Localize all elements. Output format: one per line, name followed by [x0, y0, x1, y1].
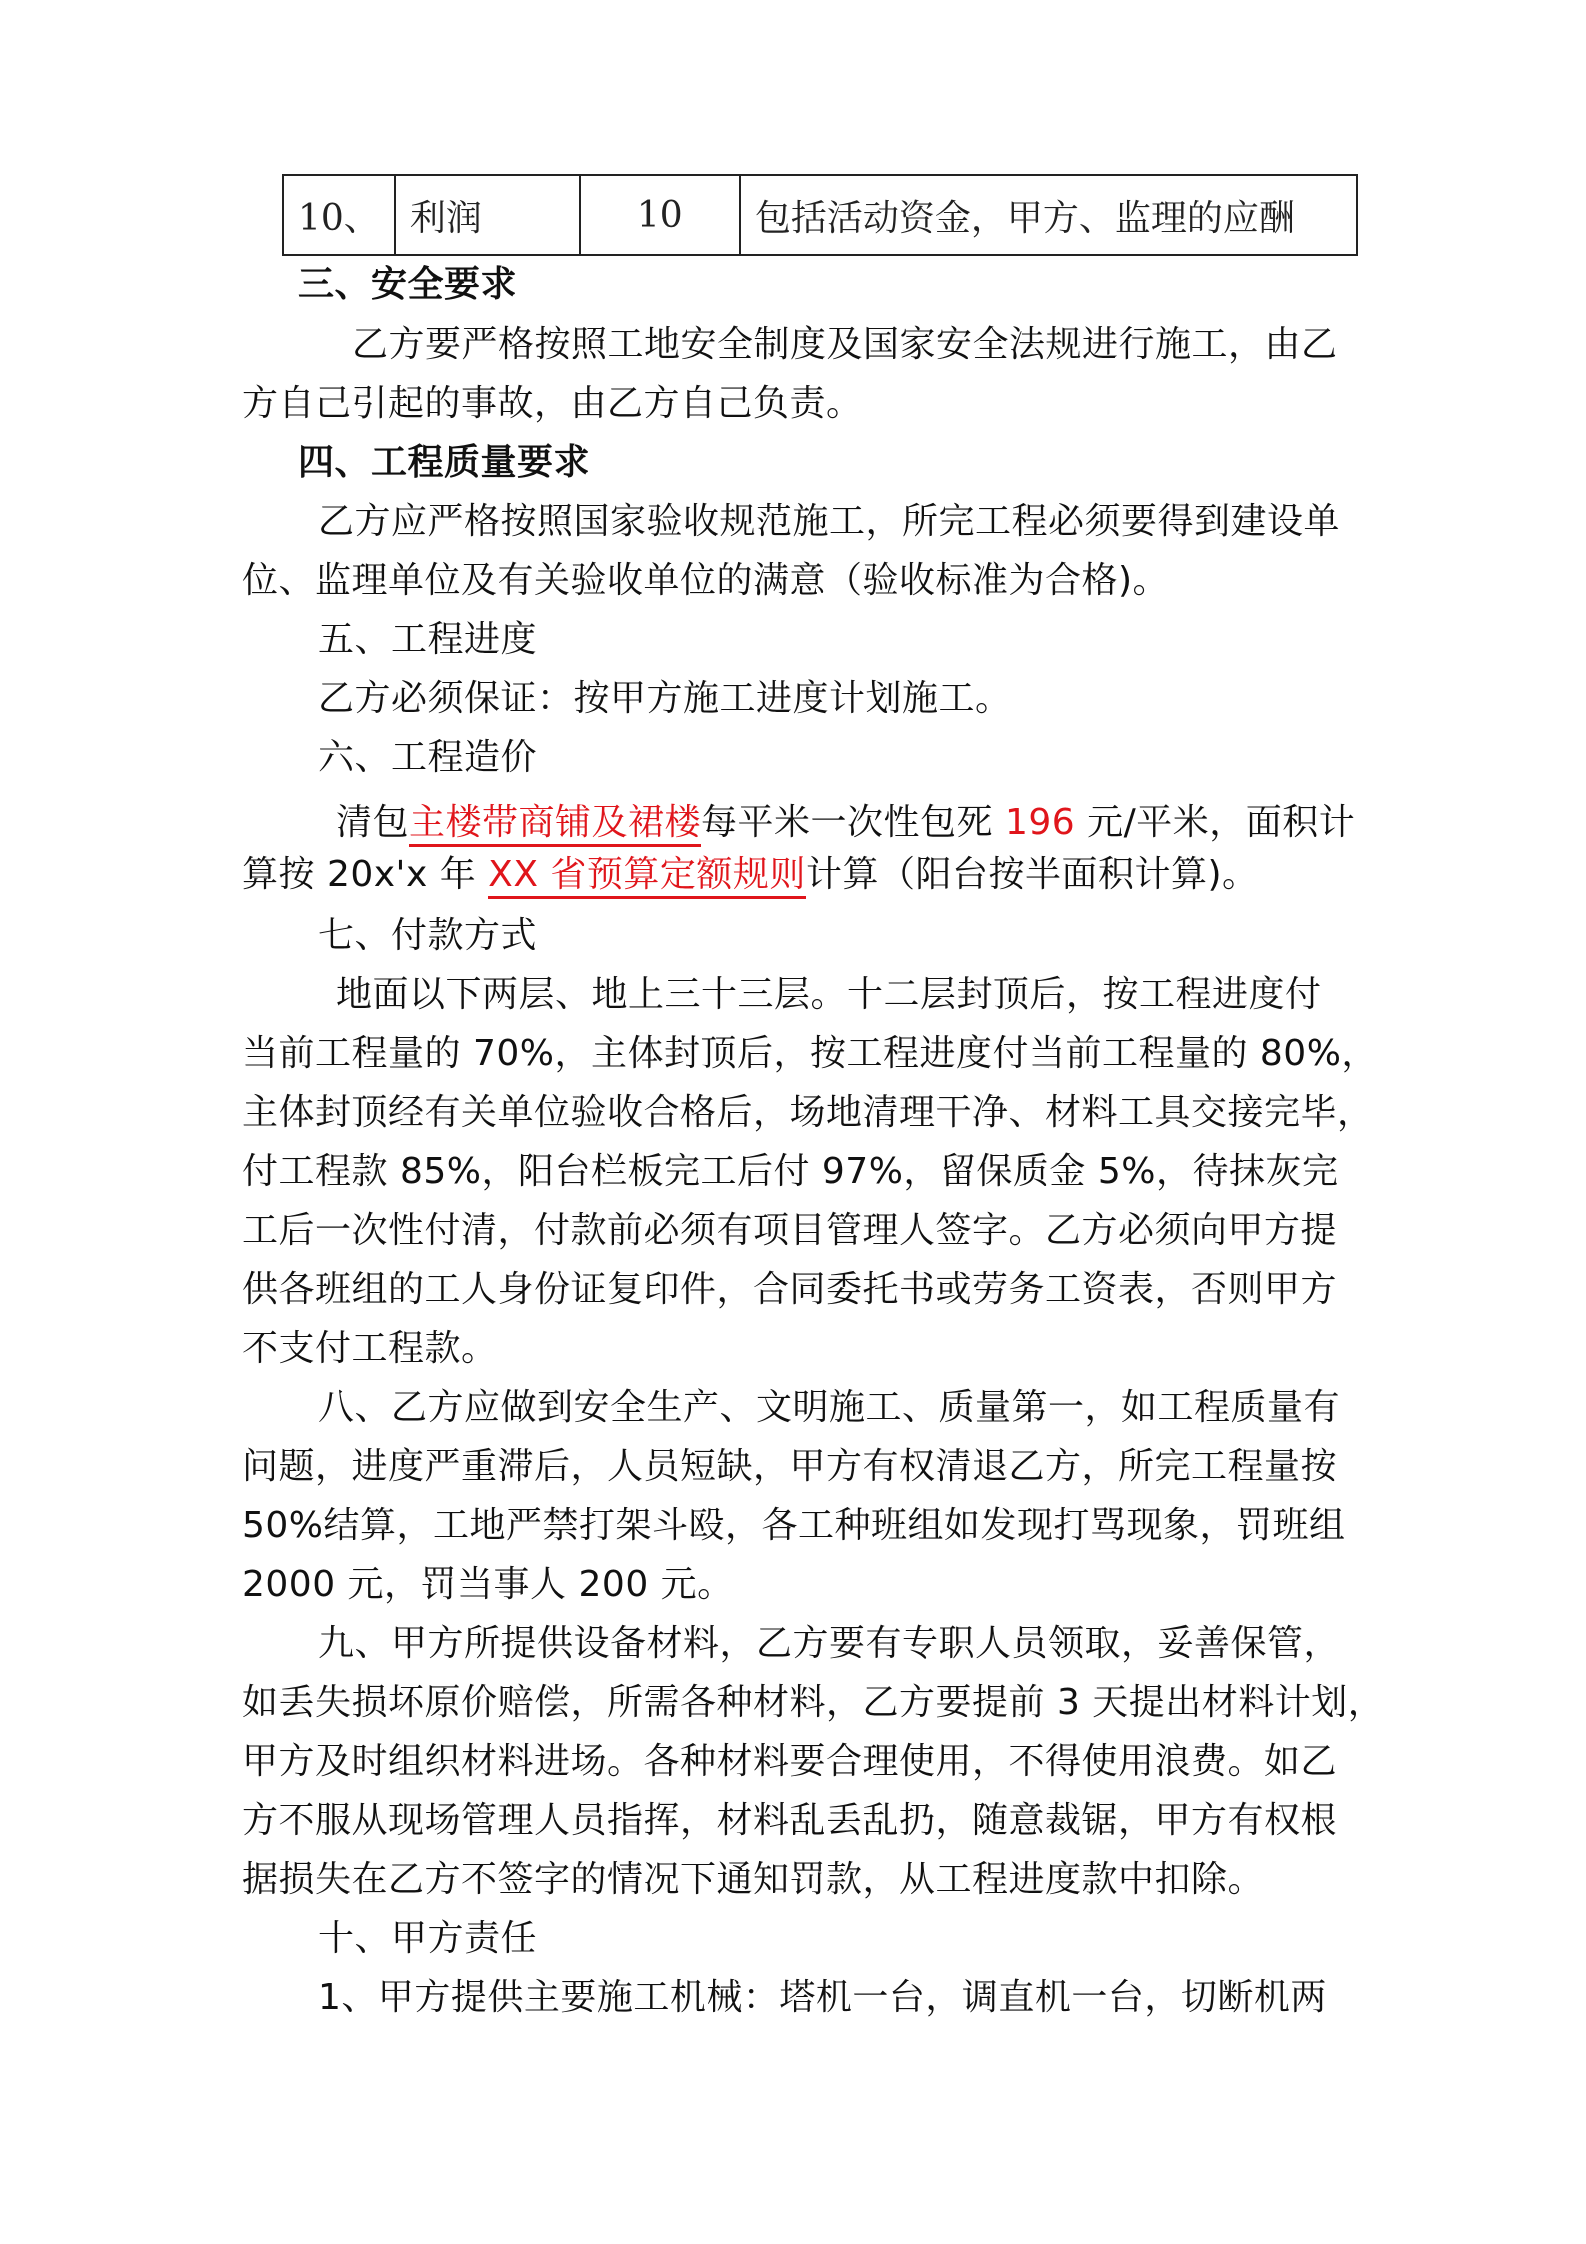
section-8-line: 2000 元，罚当事人 200 元。 [242, 1564, 734, 1605]
table-row [283, 175, 1357, 255]
section-4-heading: 四、工程质量要求 [298, 442, 591, 483]
section-3-line-1: 乙方要严格按照工地安全制度及国家安全法规进行施工，由乙 [352, 324, 1338, 365]
section-4-line-2: 位、监理单位及有关验收单位的满意（验收标准为合格)。 [242, 560, 1170, 601]
row-item: 利润 [395, 175, 580, 255]
section-8-line: 问题，进度严重滞后，人员短缺，甲方有权清退乙方，所完工程量按 [242, 1446, 1338, 1487]
unit-price-highlight: 196 [1004, 802, 1076, 843]
section-7-heading: 七、付款方式 [318, 915, 538, 956]
section-7-line: 地面以下两层、地上三十三层。十二层封顶后，按工程进度付 [336, 974, 1322, 1015]
price-text-1: 清包 [336, 802, 410, 843]
section-9-line: 甲方及时组织材料进场。各种材料要合理使用，不得使用浪费。如乙 [242, 1741, 1338, 1782]
building-scope-highlight: 主楼带商铺及裙楼 [409, 802, 701, 847]
section-5-line-1: 乙方必须保证：按甲方施工进度计划施工。 [318, 678, 1012, 719]
section-6-line-1 [336, 800, 1448, 846]
section-5-heading: 五、工程进度 [318, 619, 538, 660]
section-9-line: 如丢失损坏原价赔偿，所需各种材料，乙方要提前 3 天提出材料计划， [242, 1682, 1385, 1723]
row-number: 10、 [283, 175, 395, 255]
row-note: 包括活动资金，甲方、监理的应酬 [740, 175, 1357, 255]
section-7-line: 主体封顶经有关单位验收合格后，场地清理干净、材料工具交接完毕， [242, 1092, 1374, 1133]
section-9-line: 方不服从现场管理人员指挥，材料乱丢乱扔，随意裁锯，甲方有权根 [242, 1800, 1338, 1841]
section-9-line: 据损失在乙方不签字的情况下通知罚款，从工程进度款中扣除。 [242, 1859, 1265, 1900]
section-7-line: 付工程款 85%，阳台栏板完工后付 97%，留保质金 5%，待抹灰完 [242, 1151, 1339, 1192]
price-text-3: 元/平米，面积计 [1075, 802, 1356, 843]
section-7-line: 当前工程量的 70%，主体封顶后，按工程进度付当前工程量的 80%， [242, 1033, 1378, 1074]
area-text-1: 算按 20x'x 年 [242, 854, 489, 895]
cost-table [282, 174, 1358, 256]
section-8-line: 50%结算，工地严禁打架斗殴，各工种班组如发现打骂现象，罚班组 [242, 1505, 1346, 1546]
section-9-line: 九、甲方所提供设备材料，乙方要有专职人员领取，妥善保管， [318, 1623, 1341, 1664]
section-3-heading: 三、安全要求 [298, 264, 518, 305]
section-6-line-2 [242, 852, 1354, 898]
section-4-line-1: 乙方应严格按照国家验收规范施工，所完工程必须要得到建设单 [318, 501, 1341, 542]
section-10-line-1: 1、甲方提供主要施工机械：塔机一台，调直机一台，切断机两 [318, 1977, 1327, 2018]
section-7-line: 不支付工程款。 [242, 1328, 498, 1369]
section-6-heading: 六、工程造价 [318, 737, 538, 778]
area-text-2: 计算（阳台按半面积计算)。 [805, 854, 1259, 895]
price-text-2: 每平米一次性包死 [701, 802, 1005, 843]
section-7-line: 工后一次性付清，付款前必须有项目管理人签字。乙方必须向甲方提 [242, 1210, 1338, 1251]
row-value: 10 [580, 175, 740, 255]
section-8-line: 八、乙方应做到安全生产、文明施工、质量第一，如工程质量有 [318, 1387, 1341, 1428]
section-10-heading: 十、甲方责任 [318, 1918, 538, 1959]
section-7-line: 供各班组的工人身份证复印件，合同委托书或劳务工资表，否则甲方 [242, 1269, 1338, 1310]
quota-rule-highlight: XX 省预算定额规则 [488, 854, 806, 899]
section-3-line-2: 方自己引起的事故，由乙方自己负责。 [242, 383, 863, 424]
